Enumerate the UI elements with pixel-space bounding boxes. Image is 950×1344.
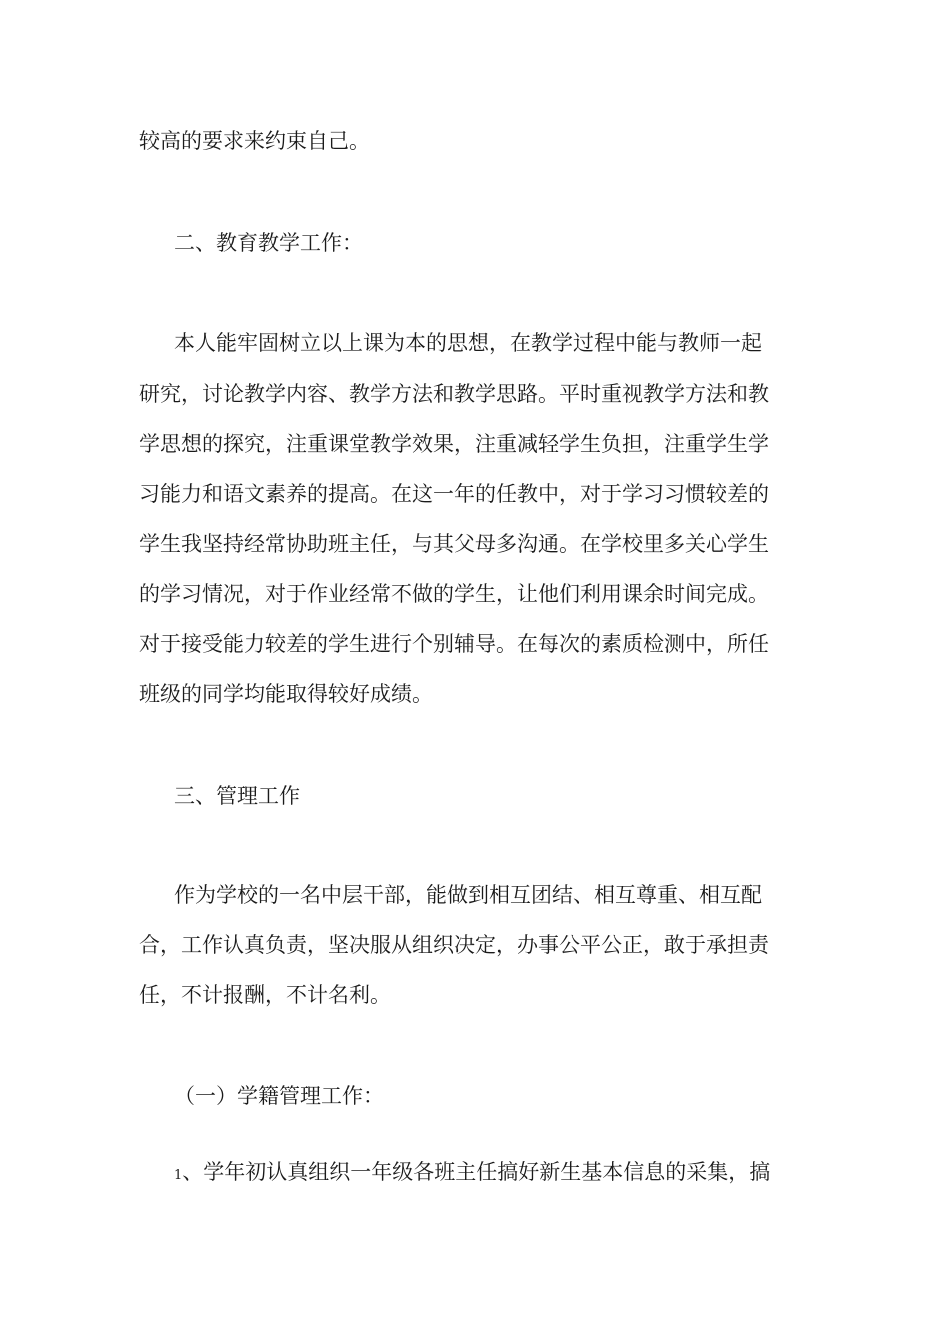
paragraph-line: 研究，讨论教学内容、教学方法和教学思路。平时重视教学方法和教	[139, 382, 769, 406]
paragraph-line: 任，不计报酬，不计名利。	[139, 983, 391, 1007]
list-item-text: 、学年初认真组织一年级各班主任搞好新生基本信息的采集，搞	[182, 1160, 771, 1184]
paragraph-line: 作为学校的一名中层干部，能做到相互团结、相互尊重、相互配	[174, 883, 762, 907]
paragraph-line: 本人能牢固树立以上课为本的思想，在教学过程中能与教师一起	[174, 331, 762, 355]
paragraph-line: 学思想的探究，注重课堂教学效果，注重减轻学生负担，注重学生学	[139, 432, 769, 456]
paragraph-line: 学生我坚持经常协助班主任，与其父母多沟通。在学校里多关心学生	[139, 532, 769, 556]
list-item-number: 1	[174, 1168, 183, 1183]
section-heading: 二、教育教学工作：	[174, 231, 363, 255]
subsection-heading: （一）学籍管理工作：	[174, 1084, 384, 1108]
paragraph-line: 习能力和语文素养的提高。在这一年的任教中，对于学习习惯较差的	[139, 482, 769, 506]
paragraph-line: 对于接受能力较差的学生进行个别辅导。在每次的素质检测中，所任	[139, 632, 769, 656]
list-item	[174, 1160, 770, 1188]
paragraph-line: 班级的同学均能取得较好成绩。	[139, 682, 433, 706]
section-heading: 三、管理工作	[174, 784, 300, 808]
paragraph-line: 的学习情况，对于作业经常不做的学生，让他们利用课余时间完成。	[139, 582, 769, 606]
paragraph-line: 较高的要求来约束自己。	[139, 129, 370, 153]
paragraph-line: 合，工作认真负责，坚决服从组织决定，办事公平公正，敢于承担责	[139, 933, 769, 957]
